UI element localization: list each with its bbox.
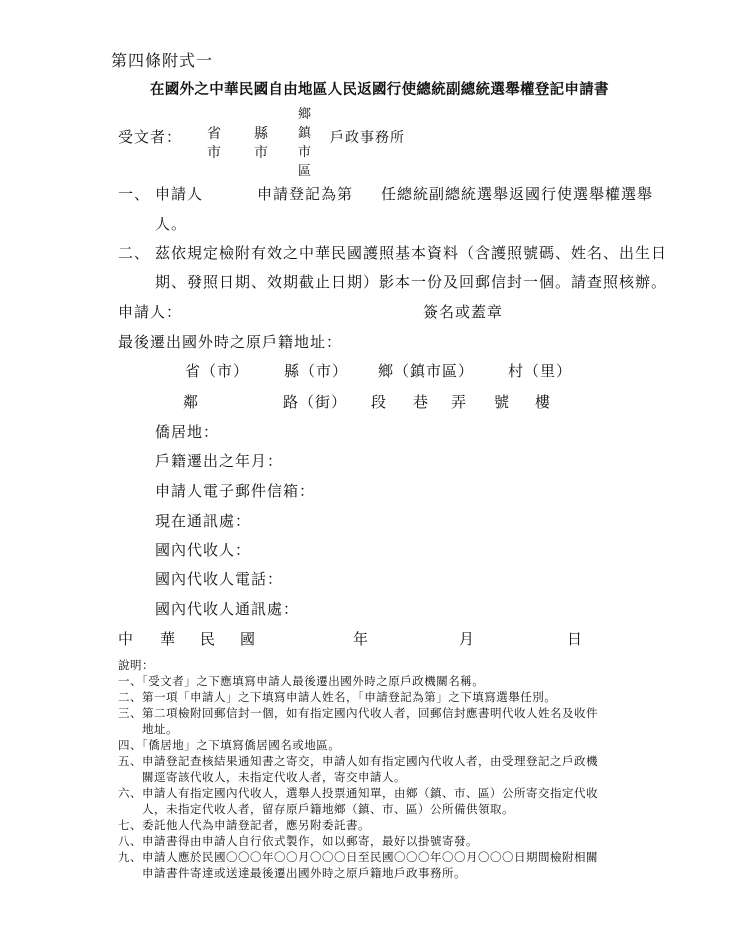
date-char-4: 國	[240, 630, 257, 648]
item2-line2: 期、發照日期、效期截止日期）影本一份及回郵信封一個。請查照核辦。	[155, 273, 668, 291]
address-section: 段	[371, 393, 388, 411]
recipient-township-3: 市	[298, 145, 312, 160]
item2-num: 二、	[118, 244, 151, 262]
note-line: 六、申請人有指定國內代收人，選舉人投票通知單，由鄉（鎮、市、區）公所寄交指定代收	[118, 786, 598, 800]
address-label: 最後遷出國外時之原戶籍地址：	[118, 333, 343, 351]
recipient-township-2: 鎮	[298, 126, 312, 141]
item1-register: 申請登記為第	[257, 185, 354, 203]
date-char-2: 華	[160, 630, 177, 648]
note-line: 八、申請書得由申請人自行依式製作，如以郵寄，最好以掛號寄發。	[118, 834, 478, 848]
recipient-city-top: 市	[207, 145, 221, 161]
note-line: 九、申請人應於民國〇〇〇年〇〇月〇〇〇日至民國〇〇〇年〇〇月〇〇〇日期間檢附相關	[118, 850, 598, 864]
item2-line1: 茲依規定檢附有效之中華民國護照基本資料（含護照號碼、姓名、出生日	[155, 244, 668, 262]
item1-cont: 人。	[155, 215, 188, 233]
field-email: 申請人電子郵件信箱：	[155, 482, 316, 500]
note-line: 三、第二項檢附回郵信封一個，如有指定國內代收人者，回郵信封應書明代收人姓名及收件	[118, 706, 598, 720]
recipient-province: 省	[207, 126, 221, 142]
date-char-3: 民	[200, 630, 217, 648]
note-line: 一、「受文者」之下應填寫申請人最後遷出國外時之原戶政機關名稱。	[118, 674, 485, 688]
address-village: 村（里）	[508, 362, 573, 380]
note-line: 四、「僑居地」之下填寫僑居國名或地區。	[118, 738, 341, 752]
address-province: 省（市）	[185, 362, 250, 380]
item1-num: 一、	[118, 185, 151, 203]
field-residence: 僑居地：	[155, 423, 220, 441]
signature-label: 簽名或蓋章	[423, 303, 504, 321]
form-label: 第四條附式一	[111, 51, 214, 70]
item1-applicant: 申請人	[155, 185, 204, 203]
note-line: 關逕寄該代收人，未指定代收人者，寄交申請人。	[118, 770, 406, 784]
address-neighborhood: 鄰	[183, 393, 200, 411]
address-township: 鄉（鎮市區）	[378, 362, 475, 380]
address-lane: 巷	[413, 393, 430, 411]
item1-election: 任總統副總統選舉返國行使選舉權選舉	[381, 185, 654, 203]
field-move-out-date: 戶籍遷出之年月：	[155, 452, 284, 470]
notes-title: 說明：	[118, 658, 154, 672]
applicant-sign-label: 申請人：	[118, 303, 183, 321]
address-number: 號	[494, 393, 511, 411]
recipient-office: 戶政事務所	[330, 130, 405, 146]
recipient-township-4: 區	[298, 164, 312, 179]
note-line: 七、委託他人代為申請登記者，應另附委託書。	[118, 818, 370, 832]
recipient-county: 縣	[254, 126, 268, 142]
note-line: 二、第一項「申請人」之下填寫申請人姓名，「申請登記為第」之下填寫選舉任別。	[118, 690, 557, 704]
date-month: 月	[459, 630, 476, 648]
form-title: 在國外之中華民國自由地區人民返國行使總統副總統選舉權登記申請書	[150, 81, 609, 98]
field-agent-address: 國內代收人通訊處：	[155, 600, 300, 618]
note-line: 人，未指定代收人者，留存原戶籍地鄉（鎮、市、區）公所備供領取。	[118, 802, 514, 816]
address-alley: 弄	[451, 393, 468, 411]
date-year: 年	[353, 630, 370, 648]
notes-list	[118, 673, 598, 881]
date-char-1: 中	[118, 630, 135, 648]
recipient-city-mid: 市	[254, 145, 268, 161]
note-line: 地址。	[118, 722, 178, 736]
recipient-township-1: 鄉	[298, 107, 312, 122]
date-day: 日	[567, 630, 584, 648]
recipient-label: 受文者：	[118, 128, 183, 146]
note-line: 申請書件寄達或送達最後遷出國外時之原戶籍地戶政事務所。	[118, 866, 466, 880]
address-floor: 樓	[535, 393, 552, 411]
address-county: 縣（市）	[284, 362, 349, 380]
field-agent-phone: 國內代收人電話：	[155, 570, 284, 588]
note-line: 五、申請登記查核結果通知書之寄交，申請人如有指定國內代收人者，由受理登記之戶政機	[118, 754, 598, 768]
field-domestic-agent: 國內代收人：	[155, 541, 252, 559]
address-road: 路（街）	[283, 393, 348, 411]
field-current-address: 現在通訊處：	[155, 512, 252, 530]
